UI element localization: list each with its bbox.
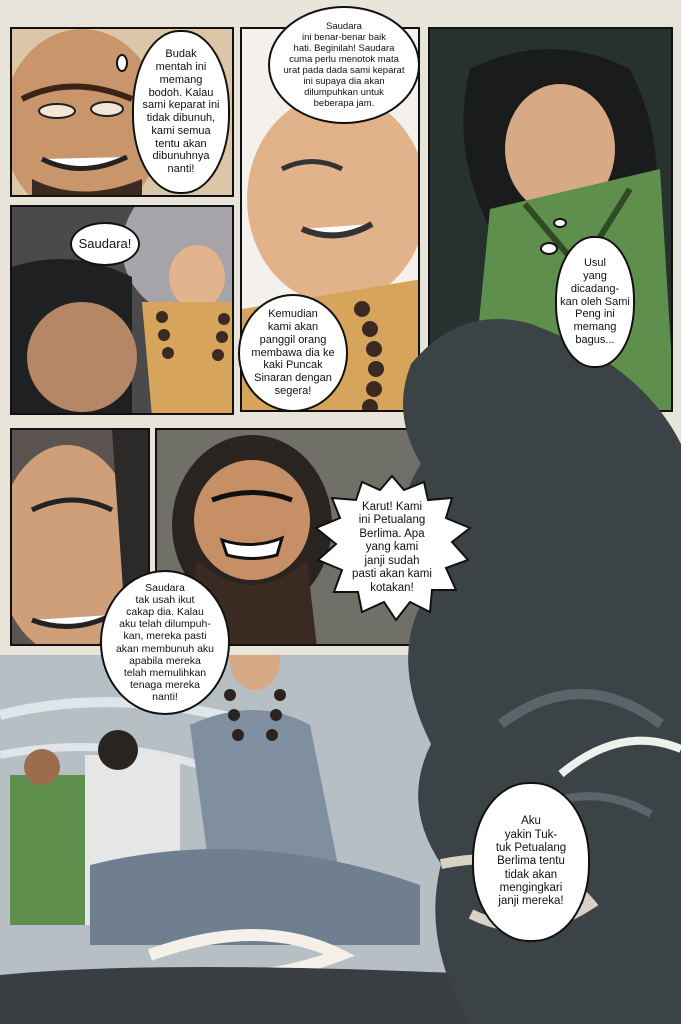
dialogue-text-8: Aku yakin Tuk- tuk Petualang Berlima tentu tidak akan mengingkari janji mereka! xyxy=(495,815,567,908)
dialogue-text-7: Saudara tak usah ikut cakap dia. Kalau aku telah dilumpuh- kan, mereka pasti akan membunuh aku apabila mereka telah memulihkan tenaga mereka nanti! xyxy=(115,581,215,704)
dialogue-text-6: Karut! Kami ini Petualang Berlima. Apa yang kami janji sudah pasti akan kami kotakan! xyxy=(352,500,432,594)
speech-bubble-3 xyxy=(70,222,140,266)
speech-bubble-4 xyxy=(555,236,635,368)
speech-burst-6 xyxy=(312,474,472,622)
thought-dot-1 xyxy=(116,54,128,72)
speech-bubble-8 xyxy=(472,782,590,942)
speech-bubble-7 xyxy=(100,570,230,715)
dialogue-text-2: Saudara ini benar-benar baik hati. Beginilah! Saudara cuma perlu menotok mata urat pada dada sami keparat ini supaya dia akan dilumpuhkan untuk beberapa jam. xyxy=(283,20,405,110)
speech-bubble-5 xyxy=(238,294,348,412)
dialogue-text-3: Saudara! xyxy=(78,236,132,252)
dialogue-text-1: Budak mentah ini memang bodoh. Kalau sami keparat ini tidak dibunuh, kami semua tentu akan dibunuhnya nanti! xyxy=(142,48,220,175)
speech-bubble-2 xyxy=(268,6,420,124)
dialogue-text-5: Kemudian kami akan panggil orang membawa dia ke kaki Puncak Sinaran dengan segera! xyxy=(251,308,335,397)
thought-dot-4b xyxy=(540,242,558,255)
speech-bubble-1 xyxy=(132,30,230,194)
thought-dot-4a xyxy=(553,218,567,228)
dialogue-text-4: Usul yang dicadang- kan oleh Sami Peng ini memang bagus... xyxy=(560,257,630,346)
